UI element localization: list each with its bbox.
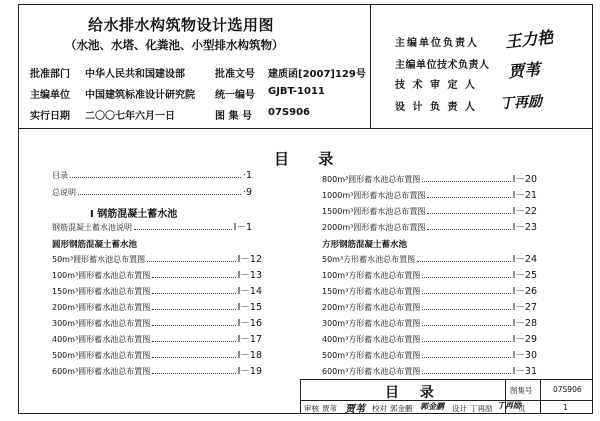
dot-leader	[78, 194, 241, 195]
approval-dept-value: 中华人民共和国建设部	[85, 69, 185, 80]
toc-entry-page: Ⅰ－27	[512, 302, 537, 313]
title-block	[300, 379, 593, 414]
toc-entry-page: Ⅰ－26	[512, 286, 537, 297]
dot-leader	[422, 341, 510, 342]
dot-leader	[427, 229, 510, 230]
dot-leader	[152, 341, 235, 342]
toc-entry-page: Ⅰ－31	[512, 366, 537, 377]
toc-entry-square-150[interactable]	[322, 285, 537, 298]
header-divider	[370, 4, 371, 128]
toc-entry-circular-100[interactable]	[52, 269, 262, 282]
toc-entry-page: Ⅰ－29	[512, 334, 537, 345]
tech-lead-role: 主编单位技术负责人	[395, 60, 490, 71]
atlas-subtitle: （水池、水塔、化粪池、小型排水构筑物）	[65, 38, 284, 52]
approval-no-label: 批准文号	[215, 69, 255, 80]
dot-leader	[70, 177, 241, 178]
toc-entry-page: Ⅰ－16	[237, 318, 262, 329]
page-label: 页	[518, 404, 526, 413]
atlas-number-value: 07S906	[553, 385, 582, 394]
group-heading-circular-tanks: 圆形钢筋混凝土蓄水池	[52, 240, 138, 250]
toc-entry-label: 50m³圆形蓄水池总布置图	[52, 255, 146, 264]
sheet-title: 目 录	[385, 385, 442, 401]
toc-entry-circular-1500[interactable]	[322, 205, 537, 218]
group-heading-square-tanks: 方形钢筋混凝土蓄水池	[322, 240, 408, 250]
toc-entry-circular-500[interactable]	[52, 349, 262, 362]
toc-entry-circular-400[interactable]	[52, 333, 262, 346]
editor-unit-value: 中国建筑标准设计研究院	[85, 90, 195, 101]
atlas-title: 给水排水构筑物设计选用图	[88, 16, 275, 34]
toc-entry-label: 2000m³圆形蓄水池总布置图	[322, 223, 426, 232]
toc-entry-label: 1000m³圆形蓄水池总布置图	[322, 191, 426, 200]
toc-entry-circular-800[interactable]	[322, 173, 537, 186]
checker-name: 郭金鹏	[390, 404, 413, 413]
toc-entry-circular-150[interactable]	[52, 285, 262, 298]
toc-entry-general-notes[interactable]	[52, 186, 252, 199]
header-bottom-line	[18, 128, 593, 129]
toc-heading: 目 录	[274, 150, 346, 168]
toc-entry-square-100[interactable]	[322, 269, 537, 282]
dot-leader	[152, 309, 235, 310]
dot-leader	[422, 277, 510, 278]
toc-entry-square-300[interactable]	[322, 317, 537, 330]
chief-editor-signature: 王力艳	[504, 27, 554, 52]
toc-entry-page: Ⅰ－17	[237, 334, 262, 345]
toc-entry-contents[interactable]	[52, 169, 252, 182]
toc-entry-label: 800m³圆形蓄水池总布置图	[322, 175, 421, 184]
toc-entry-label: 100m³圆形蓄水池总布置图	[52, 271, 151, 280]
toc-entry-square-600[interactable]	[322, 365, 537, 378]
dot-leader	[427, 213, 510, 214]
designer-signature: 丁再励	[497, 400, 521, 410]
dot-leader	[422, 293, 510, 294]
toc-entry-page: Ⅰ－20	[512, 174, 537, 185]
effective-date-value: 二〇〇七年六月一日	[85, 111, 175, 122]
toc-entry-circular-300[interactable]	[52, 317, 262, 330]
dot-leader	[422, 325, 510, 326]
section-heading-rc-tanks: Ⅰ 钢筋混凝土蓄水池	[90, 209, 178, 220]
reviewer-name: 贾苇	[322, 404, 337, 413]
dot-leader	[152, 325, 235, 326]
dot-leader	[422, 309, 510, 310]
designer-label: 设计	[452, 404, 467, 413]
page-number: 1	[563, 403, 568, 412]
effective-date-label: 实行日期	[30, 111, 70, 122]
dot-leader	[422, 373, 510, 374]
toc-entry-page: Ⅰ－23	[512, 222, 537, 233]
dot-leader	[152, 357, 235, 358]
toc-entry-square-200[interactable]	[322, 301, 537, 314]
toc-entry-page: Ⅰ－28	[512, 318, 537, 329]
editor-unit-label: 主编单位	[30, 90, 70, 101]
atlas-no-value: 07S906	[268, 107, 310, 118]
toc-entry-label: 总说明	[52, 188, 76, 197]
toc-entry-label: 200m³方形蓄水池总布置图	[322, 303, 421, 312]
dot-leader	[152, 373, 235, 374]
toc-entry-page: Ⅰ－1	[233, 222, 252, 233]
toc-entry-page: Ⅰ－21	[512, 190, 537, 201]
design-lead-signature: 丁再励	[499, 93, 543, 113]
dot-leader	[422, 181, 510, 182]
chief-editor-role: 主编单位负责人	[395, 38, 479, 49]
approval-no-value: 建质函[2007]129号	[268, 69, 366, 80]
toc-entry-page: Ⅰ－12	[237, 254, 262, 265]
toc-entry-page: Ⅰ－13	[237, 270, 262, 281]
toc-entry-label: 300m³圆形蓄水池总布置图	[52, 319, 151, 328]
toc-entry-page: Ⅰ－22	[512, 206, 537, 217]
technical-reviewer-role: 技 术 审 定 人	[395, 80, 477, 91]
toc-entry-label: 150m³方形蓄水池总布置图	[322, 287, 421, 296]
toc-entry-label: 500m³圆形蓄水池总布置图	[52, 351, 151, 360]
dot-leader	[427, 197, 510, 198]
toc-entry-page: Ⅰ－24	[512, 254, 537, 265]
toc-entry-label: 600m³方形蓄水池总布置图	[322, 367, 421, 376]
dot-leader	[147, 261, 235, 262]
unified-no-value: GJBT-1011	[268, 86, 325, 97]
toc-entry-page: Ⅰ－19	[237, 366, 262, 377]
toc-entry-label: 500m³方形蓄水池总布置图	[322, 351, 421, 360]
dot-leader	[422, 357, 510, 358]
reviewer-label: 审核	[304, 404, 319, 413]
tech-lead-signature: 贾苇	[507, 59, 541, 82]
toc-entry-circular-600[interactable]	[52, 365, 262, 378]
toc-entry-square-500[interactable]	[322, 349, 537, 362]
toc-entry-label: 100m³方形蓄水池总布置图	[322, 271, 421, 280]
dot-leader	[152, 293, 235, 294]
toc-entry-circular-50[interactable]	[52, 253, 262, 266]
dot-leader	[152, 277, 235, 278]
toc-entry-label: 300m³方形蓄水池总布置图	[322, 319, 421, 328]
atlas-number-label: 图集号	[510, 386, 533, 395]
reviewer-signature: 贾苇	[345, 404, 365, 415]
toc-entry-label: 50m³方形蓄水池总布置图	[322, 255, 416, 264]
atlas-no-label: 图 集 号	[215, 111, 252, 122]
approval-dept-label: 批准部门	[30, 69, 70, 80]
title-block-divider	[540, 379, 541, 414]
toc-entry-page: Ⅰ－30	[512, 350, 537, 361]
checker-label: 校对	[372, 404, 387, 413]
dot-leader	[134, 229, 232, 230]
toc-entry-square-50[interactable]	[322, 253, 537, 266]
toc-entry-label: 600m³圆形蓄水池总布置图	[52, 367, 151, 376]
design-lead-role: 设 计 负 责 人	[395, 102, 477, 113]
toc-entry-label: 400m³圆形蓄水池总布置图	[52, 335, 151, 344]
dot-leader	[417, 261, 510, 262]
toc-entry-square-400[interactable]	[322, 333, 537, 346]
toc-entry-circular-2000[interactable]	[322, 221, 537, 234]
title-block-row-line	[300, 400, 593, 401]
checker-signature: 郭金鹏	[420, 401, 444, 411]
toc-entry-circular-1000[interactable]	[322, 189, 537, 202]
toc-entry-circular-200[interactable]	[52, 301, 262, 314]
toc-entry-page: Ⅰ－18	[237, 350, 262, 361]
toc-entry-label: 目录	[52, 171, 68, 180]
toc-entry-rc-tank-notes[interactable]	[52, 221, 252, 234]
toc-entry-page: Ⅰ－25	[512, 270, 537, 281]
designer-name: 丁再励	[470, 404, 493, 413]
toc-entry-label: 400m³方形蓄水池总布置图	[322, 335, 421, 344]
toc-entry-label: 200m³圆形蓄水池总布置图	[52, 303, 151, 312]
toc-entry-page: ·9	[242, 187, 252, 198]
toc-entry-page: Ⅰ－15	[237, 302, 262, 313]
toc-entry-label: 1500m³圆形蓄水池总布置图	[322, 207, 426, 216]
unified-no-label: 统一编号	[215, 90, 255, 101]
toc-entry-label: 150m³圆形蓄水池总布置图	[52, 287, 151, 296]
toc-entry-label: 钢筋混凝土蓄水池说明	[52, 223, 132, 232]
toc-entry-page: ·1	[242, 170, 252, 181]
toc-entry-page: Ⅰ－14	[237, 286, 262, 297]
